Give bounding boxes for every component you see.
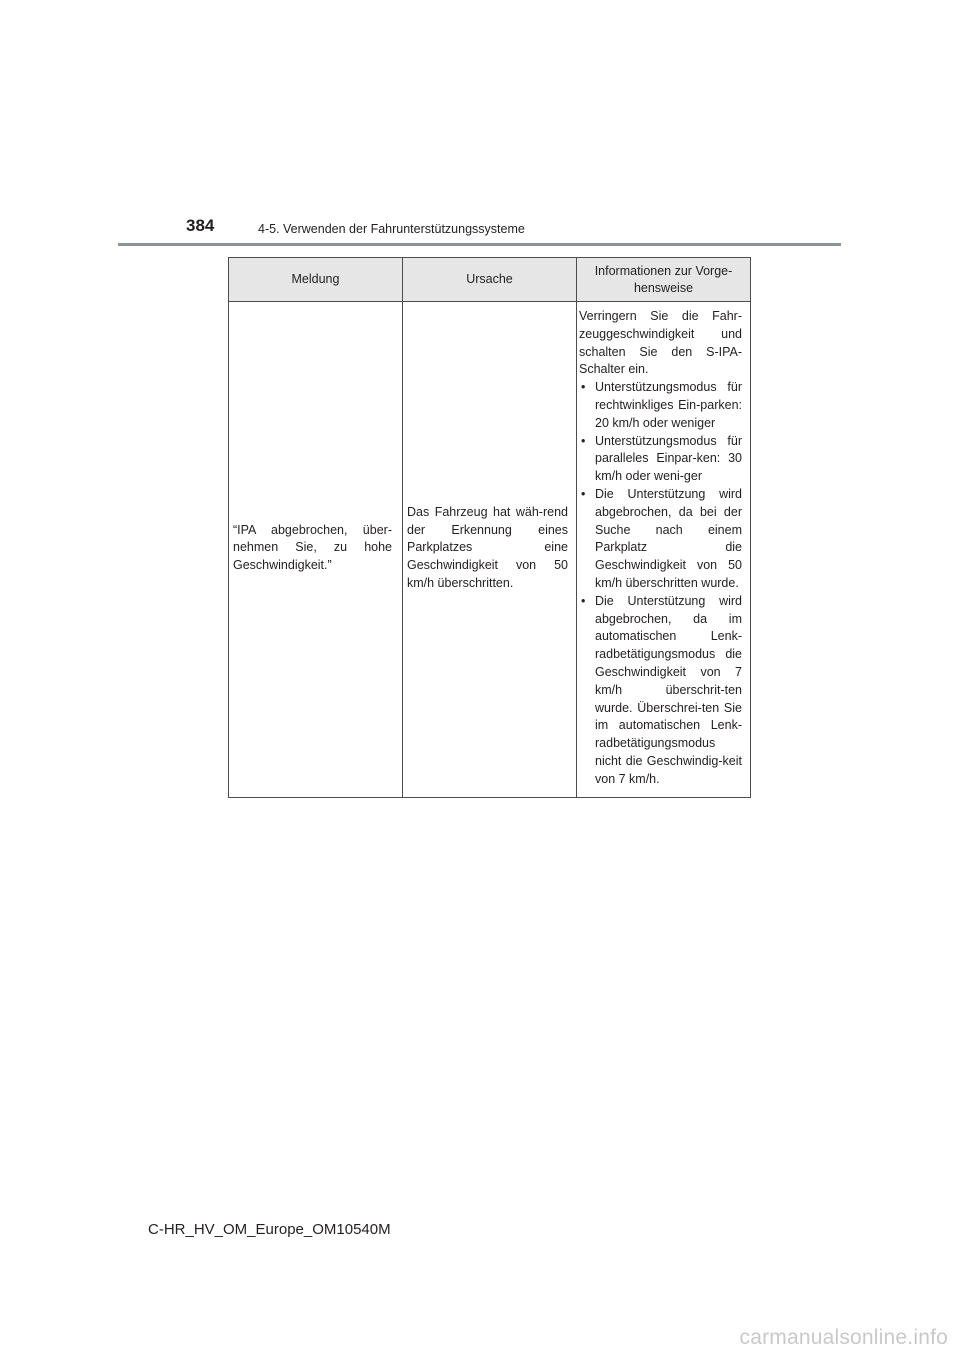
document-code: C-HR_HV_OM_Europe_OM10540M (148, 1221, 391, 1238)
info-bullet-item: • Unterstützungsmodus für paralleles Einpar-ken: 30 km/h oder weni-ger (579, 433, 742, 486)
info-bullet-item: • Die Unterstützung wird abgebrochen, da bei der Suche nach einem Parkplatz die Geschwindigkeit von 50 km/h überschritten wurde. (579, 486, 742, 593)
info-bullet-item: • Die Unterstützung wird abgebrochen, da im automatischen Lenk-radbetätigungsmodus die Geschwindigkeit von 7 km/h überschrit-ten wurde. Überschrei-ten Sie im automatischen Lenk-radbetätigungsmodus nicht die Geschwindig-keit von 7 km/h. (579, 593, 742, 789)
header-rule (118, 243, 841, 246)
column-header-informationen: Informationen zur Vorge- hensweise (577, 258, 751, 302)
info-cell (577, 302, 751, 798)
info-table (228, 257, 751, 798)
page-number: 384 (186, 216, 215, 235)
table-header-row (229, 258, 751, 302)
info-bullet-list (579, 379, 742, 788)
info-intro: Verringern Sie die Fahr-zeuggeschwindigkeit und schalten Sie den S-IPA-Schalter ein. (579, 309, 742, 377)
column-header-ursache: Ursache (403, 258, 577, 302)
column-header-meldung: Meldung (229, 258, 403, 302)
info-bullet-item: • Unterstützungsmodus für rechtwinkliges Ein-parken: 20 km/h oder weniger (579, 379, 742, 432)
message-cell: “IPA abgebrochen, über-nehmen Sie, zu hohe Geschwindigkeit.” (229, 302, 403, 798)
cause-cell: Das Fahrzeug hat wäh-rend der Erkennung eines Parkplatzes eine Geschwindigkeit von 50 km/h überschritten. (403, 302, 577, 798)
table-row (229, 302, 751, 798)
watermark: carmanualsonline.info (739, 1326, 948, 1349)
section-title: 4-5. Verwenden der Fahrunterstützungssysteme (258, 222, 525, 236)
